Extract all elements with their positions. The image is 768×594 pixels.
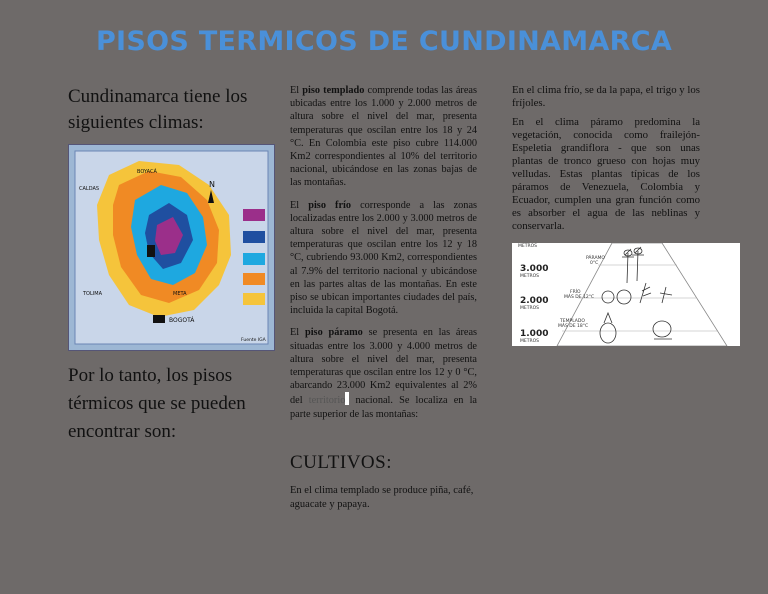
zone-templado-name: TEMPLADO [560,319,585,324]
zone-frio-temp: MÁS DE 12°C [564,295,595,300]
legend-bogota-label: BOGOTÁ [169,317,195,324]
level-2000-value: 2.000 [520,296,549,306]
legend-swatch-paramo [243,209,265,221]
climate-map [68,144,275,351]
zone-paramo-name: PÁRAMO [586,256,605,261]
legend-swatch-very-cold [243,231,265,243]
zone-templado-temp: MÁS DE 18°C [558,324,589,329]
p3-prefix: El [290,327,300,339]
paragraph-clima-paramo: En el clima páramo predomina la vegetación, conocida como frailejón- Espeletia grandiflora - que son unas plantas de tronco grueso con hojas muy velludas. Estas plantas típicas de los páramos de Venezuela, Colombia y Ecuador, cumplen una gran función como es absorber el agua de las neblinas y conservarla. [512,116,700,232]
closing-text: Por lo tanto, los pisos térmicos que se pueden encontrar son: [68,365,246,442]
text-cursor [345,392,349,405]
map-source: Fuente IGA [241,338,266,343]
p3-keyword: piso páramo [304,327,363,339]
label-caldas: CALDAS [79,186,100,192]
p3-body-b: nacional. Se localiza en la parte superior de las montañas: [290,395,478,420]
p3-highlight-word: territorio [308,395,346,407]
label-boyaca: BOYACÁ [137,169,157,175]
level-3000-value: 3.000 [520,264,549,274]
bogota-marker [147,245,155,257]
p1-prefix: El [290,85,300,96]
p2-body: corresponde a las zonas localizadas entre los 2.000 y 3.000 metros de altura sobre el nivel del mar, presenta temperaturas que oscilan entre los 12 y 18 °C, cubriendo 93.000 Km2, correspondientes al 7.9% del territorio nacional y ubicándose en las partes altas de las montañas. En este piso se ubican importantes ciudades del país, incluida la capital Bogotá. [290,199,478,317]
legend-swatch-cold [243,253,265,265]
legend-swatch-temperate [243,273,265,285]
p3-body-a: se presenta en las áreas situadas entre los 3.000 y 4.000 metros de altura sobre el nivel del mar, presenta temperaturas que oscilan entre los 12 y 0 °C, abarcando 23.000 Km2 equivalentes al 2% del [290,327,478,407]
intro-text: Cundinamarca tiene los siguientes climas: [68,86,248,133]
text-column-1 [290,84,477,430]
north-label: N [209,180,215,189]
p1-body: comprende todas las áreas ubicadas entre los 1.000 y 2.000 metros de altura sobre el nivel del mar, presenta temperaturas que oscilan entre los 18 y 24 °C. En Colombia este piso cubre 114.000 Km2 correspondientes al 10% del territorio nacional, ubicándose en las zonas bajas de las montañas. [290,85,477,189]
zone-frio-name: FRÍO [570,290,581,295]
pyramid-top-label: METROS [518,244,537,249]
zone-paramo-temp: 0°C [590,261,599,266]
level-1000-value: 1.000 [520,329,549,339]
page-title: PISOS TERMICOS DE CUNDINAMARCA [95,26,673,57]
label-meta: META [173,291,187,297]
legend-swatch-warm [243,293,265,305]
paragraph-templado [290,84,477,190]
crops-temperate-illustration [600,313,672,343]
paragraph-paramo [290,326,477,420]
level-1000-unit: METROS [520,339,539,344]
climate-map-graphic [69,145,274,350]
altitude-pyramid-graphic [512,243,740,346]
cultivos-text: En el clima templado se produce piña, café, aguacate y papaya. [290,485,474,510]
p2-prefix: El [290,199,300,211]
altitude-pyramid [512,243,740,346]
legend-bogota-swatch [153,315,165,323]
cultivos-heading: CULTIVOS: [290,452,392,473]
text-column-2 [512,84,700,239]
paragraph-frio [290,199,477,318]
paragraph-clima-frio: En el clima frío, se da la papa, el trigo y los fríjoles. [512,84,700,109]
level-2000-unit: METROS [520,306,539,311]
p1-keyword: piso templado [302,85,365,96]
crops-cold-illustration [602,283,672,304]
level-3000-unit: METROS [520,274,539,279]
label-tolima: TOLIMA [83,291,102,297]
p2-keyword: piso frío [308,199,352,211]
